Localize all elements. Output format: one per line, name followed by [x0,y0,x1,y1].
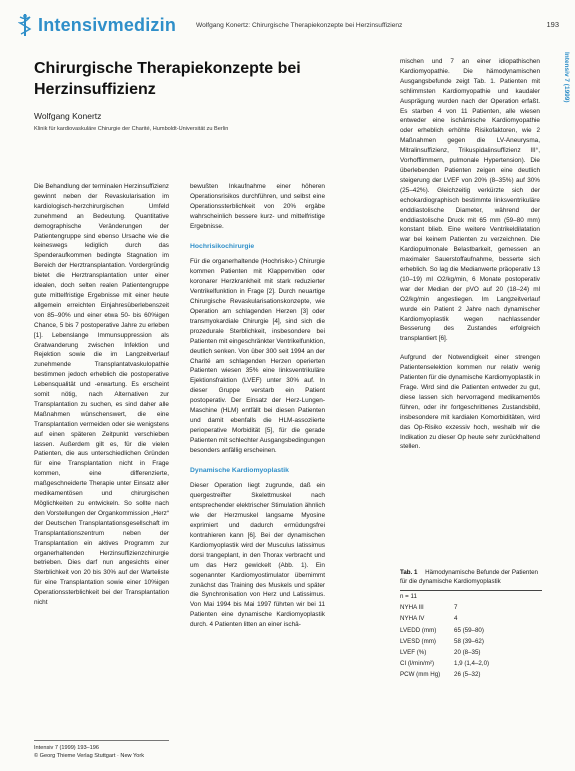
column-3 [400,57,540,452]
page-number: 193 [546,20,559,29]
table-caption [400,568,542,586]
side-label: Intensiv 7 (1999) [563,52,570,103]
table-caption-text: Hämodynamische Befunde der Patienten für die dynamische Kardiomyoplastik [400,569,538,585]
table-cell-value: 4 [454,615,458,623]
table-row [400,669,542,680]
paragraph: Für die organerhaltende (Hochrisiko-) Chirurgie kommen Patienten mit Klappenvitien oder koronarer Herzkrankheit mit stark reduzierter Ventrikelfunktion in Frage [2]. Durch neuartige Chirurgische Revaskularisationskonzepte, wie Operation am schlagenden Herzen [3] oder transmyokardiale Chirurgie [4], sind sich die prozedurale Sterblichkeit, insbesondere bei Patienten mit eingeschränkter Ventrikelfunktion, deutlich senken. Von über 300 seit 1994 an der Charité am schlagenden Herzen operierten Patienten wiesen 35% eine linksventrikuläre Ejektionsfraktion (LVEF) unter 30% auf. In dieser Gruppe verstarb ein Patient postoperativ. Der Einsatz der Herz-Lungen-Maschine (HLM) entfällt bei diesen Patienten und damit ebenfalls die HLM-assoziierte perioperative Morbidität [5], für die gerade Patienten mit schlechter Ausgangsbedingungen besonders anfällig erscheinen. [190,258,326,454]
table-cell-value: 65 (59–80) [454,626,484,634]
article-header [34,58,314,132]
copyright: © Georg Thieme Verlag Stuttgart · New York [34,753,145,759]
column-2 [190,182,325,630]
table-cell-key: NYHA IV [400,615,425,623]
table-cell-key: n = 11 [400,593,417,600]
running-title: Wolfgang Konertz: Chirurgische Therapiekonzepte bei Herzinsuffizienz [196,22,403,29]
paragraph: mischen und 7 an einer idiopathischen Kardiomyopathie. Die hämodynamischen Ausgangsbefunde zeigt Tab. 1. Patienten mit schlimmsten Kardiomyopathie und kaudaler Ausprägung wurden nach der Operation erfaßt. Es starben 4 von 11 Patienten, alle wiesen entweder eine ischämische Kardiomyopathie oder erheblich erhöhte Risikofaktoren, wie 2 Maßnahmen gegen die LV-Aneurysma, Mitralinsuffizienz, Trikuspidalinsuffizienz III°, Vorhofflimmern, pulmonale Hypertension). Die überlebenden Patienten zeigen eine deutlich steigerung der LVEF von 20% (8–35%) auf 30% (25–42%). Gleichzeitig verkürzte sich der echokardiographisch bestimmte linksventrikuläre enddiastolische Diameter, während der enddiastolische Druck mit 65 mm (59–80 mm) konstant blieb. Eine weitere Ventrikeldilatation war bei keinem Patienten zu verzeichnen. Die Kardiopulmonale Belastbarkeit, gemessen an maximaler Sauerstoffaufnahme, besserte sich erheblich. So lag die Medianwerte präoperativ 13 (10–19) ml O2/kg/min, 6 Monate postoperativ war der Median der pVO auf 20 (18–24) ml O2/kg/min angestiegen. Im Langzeitverlauf wurde ein Patient 2 Jahre nach dynamischer Kardiomyoplastik wegen nachlassender Besserung des Zustandes erfolgreich transplantiert [6]. [400,58,540,343]
table-row [400,636,542,647]
table-cell-value: 1,9 (1,4–2,0) [454,660,490,668]
table-cell-key: LVEDD (mm) [400,626,437,634]
paragraph: Dieser Operation liegt zugrunde, daß ein quergestreifter Skelettmuskel nach entsprechender elektrischer Stimulation ähnlich wie der Herzmuskel langsame Myosine exprimiert und dadurch ermüdungsfrei kontrahieren kann [6]. Bei der dynamischen Kardiomyoplastik wird der Musculus latissimus dorsi trangeplant, in den Thorax verbracht und um das Herz gewickelt (Abb. 1). Ein sogenannter Kardiomyostimulator übernimmt zunächst das Training des Muskels und später die Synchronisation von Herz und Latissimus. Von Mai 1994 bis Mai 1997 führten wir bei 11 Patienten eine dynamische Kardiomyoplastik durch. 4 Patienten litten an einer ischä- [190,482,325,629]
table-row [400,602,542,613]
affiliation: Klinik für kardiovaskuläre Chirurgie der Charité, Humboldt-Universität zu Berlin [34,126,229,132]
table-cell-value: 7 [454,604,458,612]
table-row [400,613,542,624]
table-row [400,647,542,658]
paragraph: Aufgrund der Notwendigkeit einer strengen Patientenselektion kommen nur relativ wenig Patienten für die dynamische Kardiomyoplastik in Frage. Wird sind die Patienten entweder zu gut, diese lassen sich hervorragend medikamentös führen, oder ihr fortgeschrittenes Zustandsbild, insbesondere mit kardialen Komorbiditäten, wird das Op-Risiko exzessiv hoch, weshalb wir die Indikation zu dieser Op heute sehr zurückhaltend stellen. [400,354,540,451]
journal-title: Intensivmedizin [38,15,177,35]
footnote [34,740,169,760]
table-cell-key: LVEF (%) [400,649,427,657]
table-cell-key: PCW (mm Hg) [400,671,441,679]
column-1 [34,182,169,608]
table-cell-value: 20 (8–35) [454,649,481,657]
table-row [400,625,542,636]
article-title: Chirurgische Therapiekonzepte bei Herzinsuffizienz [34,60,301,98]
table-row [400,591,542,602]
table-row [400,658,542,669]
table-cell-value [454,591,542,602]
citation: Intensiv 7 (1999) 193–196 [34,745,99,751]
table-cell-value: 26 (5–32) [454,671,481,679]
table-label: Tab. 1 [400,569,418,576]
paragraph: bewußten Inkaufnahme einer höheren Operationsrisikos durchführen, und selbst eine Operationssterblichkeit von 20% ergäbe wahrscheinlich bessere kurz- und mittelfristige Ergebnisse. [190,183,325,230]
caduceus-logo-icon [18,14,32,36]
table-1 [400,568,542,681]
table-body [400,591,542,681]
section-heading: Hochrisikochirurgie [190,242,255,250]
author: Wolfgang Konertz [34,111,102,121]
table-cell-key: NYHA III [400,604,424,612]
paragraph: Die Behandlung der terminalen Herzinsuffizienz gewinnt neben der Revaskularisation im kardiologisch-herzchirurgischen Umfeld zunehmend an Bedeutung. Quantitative demographische Veränderungen der Patientengruppe sind ebenso Ursache wie die keineswegs lediglich durch das Spenderaufkommen bedingte Stagnation im Bereich der Herztransplantation. Vordergründig bietet die Herztransplantation unter einer idealen, doch selten realen Patientengruppe gute mittelfristige Ergebnisse mit einer heute allgemein erreichten Einjahresüberlebenszeit von 85–90% und einer etwa 50- bis 60%igen Chance, 5 bis 7 postoperative Jahre zu erleben [1]. Lebenslange Immunsuppression als Gratwanderung zwischen Infektion und Rejektion sowie die im Langzeitverlauf zunehmende Transplantatvaskulopathie bestimmen jedoch erheblich die postoperative Lebensqualität und -erwartung. Es erscheint somit nötig, nach Alternativen zur Transplantation zu suchen, es sind daher alle Maßnahmen wünschenswert, die eine Transplantation vermeiden oder sie wenigstens auf einen späteren Zeitpunkt verschieben lassen. Außerdem gilt es, für die vielen Patienten, die aus unterschiedlichen Gründen für eine Transplantation nicht in Frage kommen, eine differenzierte, maßgeschneiderte Therapie unter Einsatz aller medikamentösen und chirurgischen Möglichkeiten zu entwickeln. So sollte nach den Vorstellungen der Organkommission „Herz“ der Deutschen Transplantationsgesellschaft im Transplantationszentrum neben der Transplantation ein aktives Programm zur organerhaltenden Herzinsuffizienzchirurgie betrieben. Dies darf nun angesichts einer Sterblichkeit von 20 bis 30% auf der Warteliste für eine Transplantation sowie einer 10%igen Operationssterblichkeit bei der Transplantation nicht [34,183,169,607]
table-cell-key: LVESD (mm) [400,637,436,645]
table-cell-key: CI (l/min/m²) [400,660,435,668]
table-cell-value: 58 (39–62) [454,637,484,645]
section-heading: Dynamische Kardiomyoplastik [190,466,289,474]
